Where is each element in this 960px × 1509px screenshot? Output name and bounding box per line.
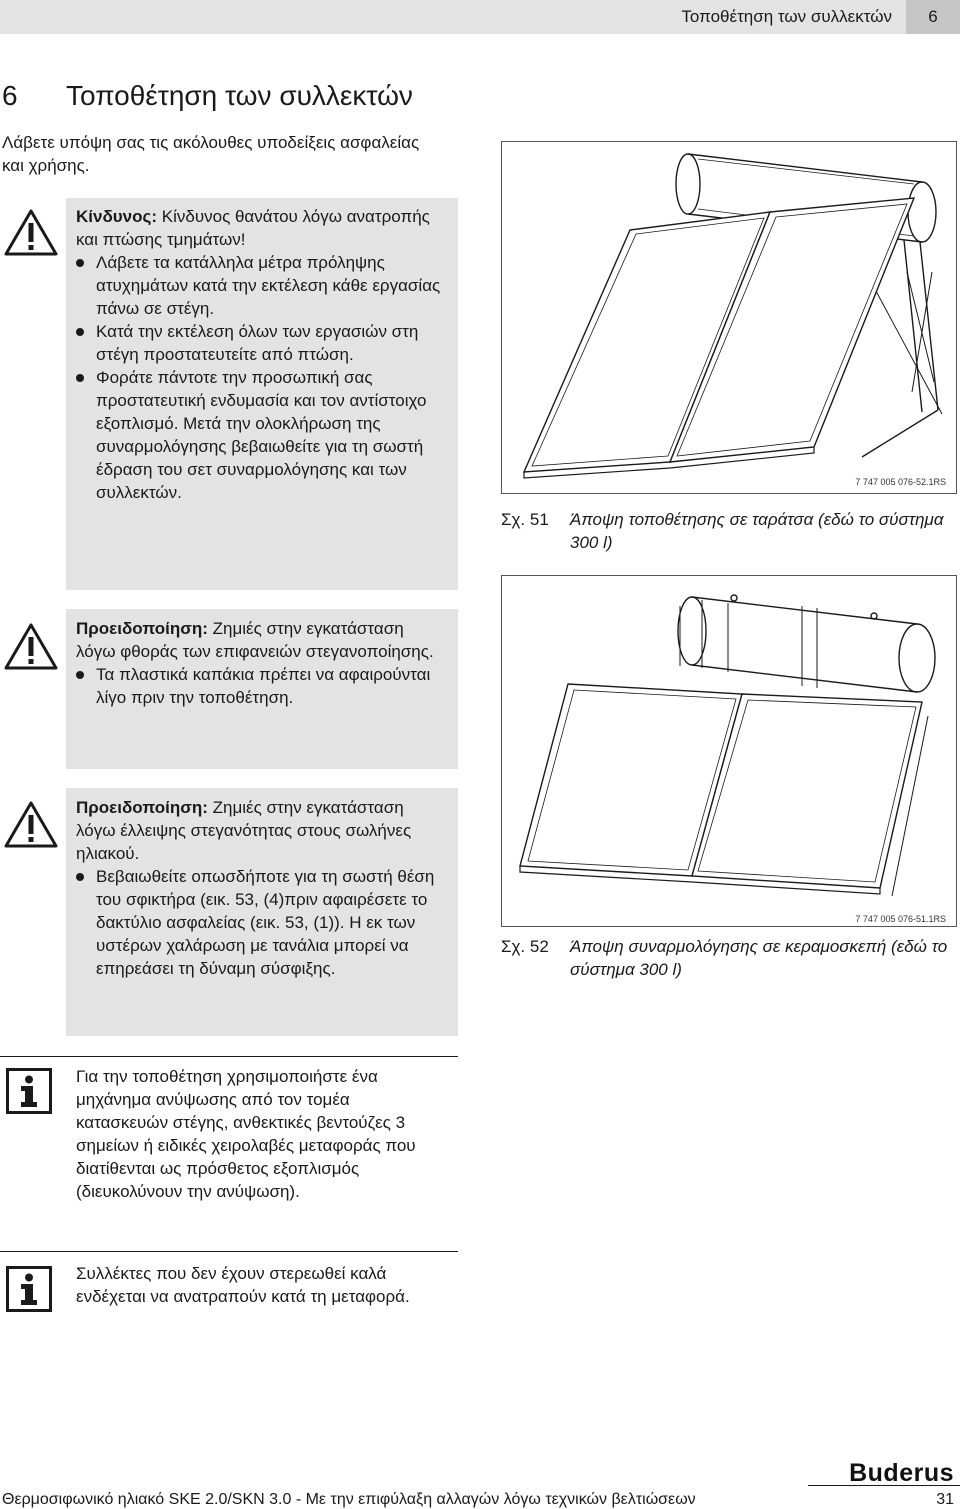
list-item (76, 366, 446, 504)
warning-triangle-icon (4, 622, 58, 675)
bullet-icon (76, 873, 84, 881)
bullet-icon (76, 259, 84, 267)
info-icon (6, 1266, 52, 1317)
warning-header (76, 617, 446, 663)
list-item (76, 663, 446, 709)
header-section-title: Τοποθέτηση των συλλεκτών (681, 7, 892, 26)
list-item-text: Λάβετε τα κατάλληλα μέτρα πρόληψης ατυχημάτων κατά την εκτέλεση κάθε εργασίας πάνω σε στέγη. (96, 253, 441, 318)
header-section-number: 6 (906, 0, 960, 34)
list-item-text: Βεβαιωθείτε οπωσδήποτε για τη σωστή θέση του σφικτήρα (εικ. 53, (4)πριν αφαιρέσετε το δακτύλιο ασφαλείας (εικ. 53, (1)). Η εκ των υστέρων χαλάρωση με τανάλια μπορεί να επηρεάσει τη δύναμη σύσφιξης. (96, 867, 435, 978)
warning-triangle-icon (4, 208, 58, 261)
info-icon (6, 1068, 52, 1119)
warning-label: Προειδοποίηση: (76, 798, 208, 817)
figure-code: 7 747 005 076-52.1RS (855, 477, 946, 487)
list-item-text: Τα πλαστικά καπάκια πρέπει να αφαιρούνται λίγο πριν την τοποθέτηση. (96, 665, 431, 707)
page-number: 31 (936, 1491, 954, 1508)
figure-flat-roof (501, 141, 957, 494)
page-title: Τοποθέτηση των συλλεκτών (66, 80, 413, 111)
bullet-icon (76, 328, 84, 336)
info-paragraph-2: Συλλέκτες που δεν έχουν στερεωθεί καλά ενδέχεται να ανατραπούν κατά τη μεταφορά. (76, 1264, 410, 1306)
list-item-text: Φοράτε πάντοτε την προσωπική σας προστατευτική ενδυμασία και τον αντίστοιχο εξοπλισμό. Μετά την ολοκλήρωση της συναρμολόγησης βεβαιωθείτε για τη σωστή έδραση του σετ συναρμολόγησης και των συλλεκτών. (96, 368, 427, 502)
warning-text: Ζημιές στην εγκατάσταση λόγω φθοράς των επιφανειών στεγανοποίησης. (76, 619, 434, 661)
warning-box-1-content (76, 617, 446, 709)
danger-box-content (76, 205, 446, 504)
danger-header (76, 205, 446, 251)
warning-text: Ζημιές στην εγκατάσταση λόγω έλλειψης στεγανότητας στους σωλήνες ηλιακού. (76, 798, 412, 863)
divider (0, 1056, 458, 1057)
warning-label: Προειδοποίηση: (76, 619, 208, 638)
figure-tiled-roof (501, 575, 957, 927)
divider (0, 1251, 458, 1252)
warning-box-2-content (76, 796, 446, 980)
figure-label: Σχ. 52 (501, 937, 549, 956)
figure-label: Σχ. 51 (501, 510, 549, 529)
list-item (76, 320, 446, 366)
danger-label: Κίνδυνος: (76, 207, 157, 226)
list-item (76, 865, 446, 980)
footer-text: Θερμοσιφωνικό ηλιακό SKE 2.0/SKN 3.0 - Με την επιφύλαξη αλλαγών λόγω τεχνικών βελτιώσεων (2, 1491, 696, 1508)
warning-header (76, 796, 446, 865)
figure-caption: Άποψη τοποθέτησης σε ταράτσα (εδώ το σύστημα 300 l) (570, 510, 944, 552)
solar-system-tiled-roof-illustration (502, 576, 956, 926)
solar-system-flat-roof-illustration (502, 142, 956, 493)
list-item (76, 251, 446, 320)
intro-paragraph: Λάβετε υπόψη σας τις ακόλουθες υποδείξεις ασφαλείας και χρήσης. (2, 133, 420, 175)
figure-caption: Άποψη συναρμολόγησης σε κεραμοσκεπή (εδώ το σύστημα 300 l) (570, 937, 948, 979)
bullet-icon (76, 671, 84, 679)
list-item-text: Κατά την εκτέλεση όλων των εργασιών στη στέγη προστατευτείτε από πτώση. (96, 322, 419, 364)
info-paragraph-1: Για την τοποθέτηση χρησιμοποιήστε ένα μηχάνημα ανύψωσης από τον τομέα κατασκευών στέγης, ανθεκτικές βεντούζες 3 σημείων ή ειδικές χειρολαβές μεταφοράς που διατίθενται ως πρόσθετος εξοπλισμός (διευκολύνουν την ανύψωση). (76, 1067, 416, 1201)
figure-code: 7 747 005 076-51.1RS (855, 914, 946, 924)
danger-text: Κίνδυνος θανάτου λόγω ανατροπής και πτώσης τμημάτων! (76, 207, 430, 249)
bullet-icon (76, 374, 84, 382)
brand-logo: Buderus (849, 1459, 954, 1487)
warning-triangle-icon (4, 800, 58, 853)
heading-number: 6 (2, 80, 18, 111)
